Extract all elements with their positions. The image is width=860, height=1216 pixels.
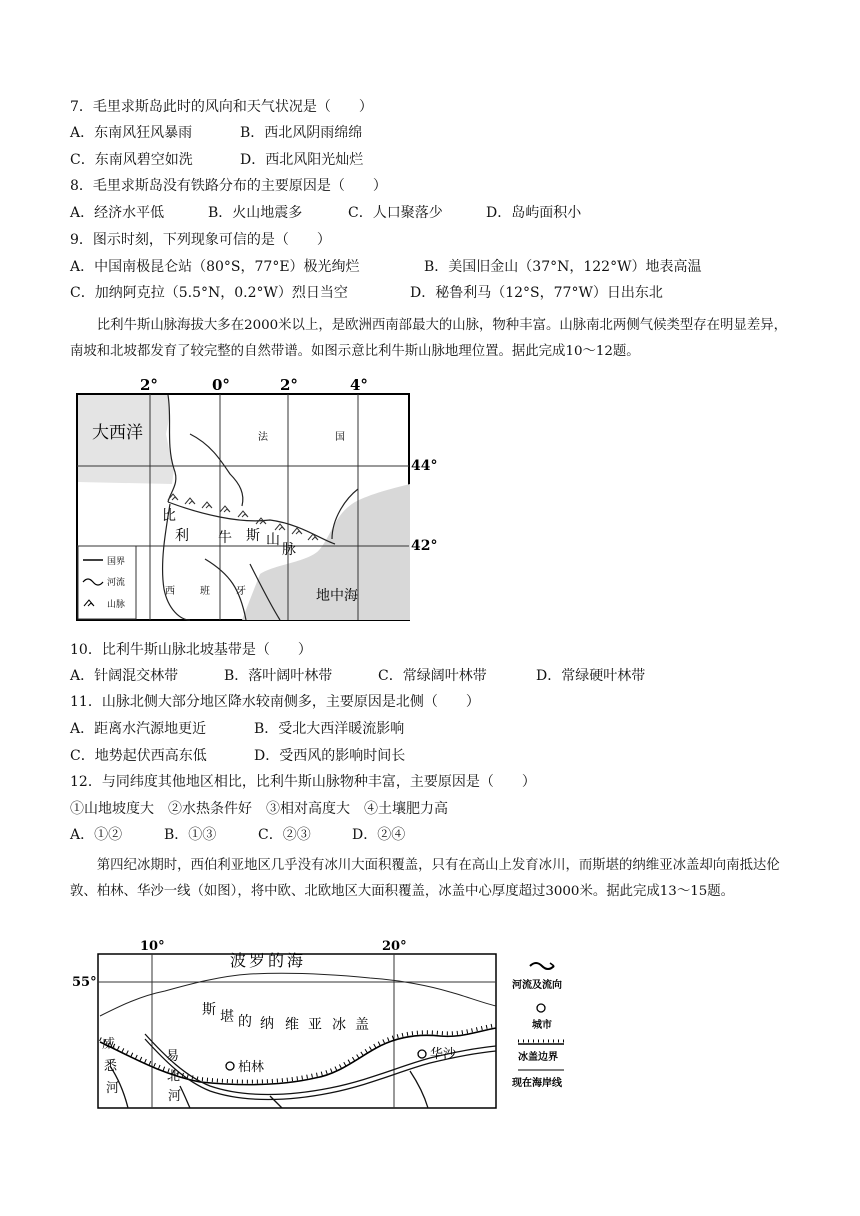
q12-option-d: D．②④ (352, 827, 406, 843)
lon-label-20: 20° (382, 939, 407, 954)
label-weser-3: 河 (106, 1081, 120, 1096)
q12-stem: 12．与同纬度其他地区相比，比利牛斯山脉物种丰富，主要原因是（ ） (70, 774, 536, 790)
passage-pyrenees: 比利牛斯山脉海拔大多在2000米以上，是欧洲西南部最大的山脉，物种丰富。山脉南北两侧气候类型存在明显差异，南坡和北坡都发育了较完整的自然带谱。如图示意比利牛斯山脉地理位置。据此完成10～12题。 (70, 318, 788, 359)
q11-options (70, 719, 404, 739)
label-ice-7: 冰 (332, 1017, 346, 1033)
passage-ice-sheet: 第四纪冰期时，西伯利亚地区几乎没有冰川大面积覆盖，只有在高山上发育冰川，而斯堪的纳维亚冰盖却向南抵达伦敦、柏林、华沙一线（如图），将中欧、北欧地区大面积覆盖，冰盖中心厚度超过3000米。据此完成13～15题。 (70, 858, 780, 899)
q10-option-a: A．针阔混交林带 (70, 668, 179, 684)
q10-stem: 10．比利牛斯山脉北坡基带是（ ） (70, 642, 312, 658)
q12-items: ①山地坡度大 ②水热条件好 ③相对高度大 ④土壤肥力高 (70, 801, 448, 817)
legend-river-flow: 河流及流向 (512, 980, 562, 991)
q7-option-c: C．东南风碧空如洗 (70, 152, 193, 168)
legend-coastline: 现在海岸线 (512, 1078, 562, 1089)
q12-option-a: A．①② (70, 827, 123, 843)
lon-label-2e: 2° (280, 376, 298, 394)
q7-option-a: A．东南风狂风暴雨 (70, 125, 193, 141)
label-mountain-3: 牛 (218, 530, 232, 546)
warsaw-marker (418, 1050, 426, 1058)
q7-options (70, 123, 362, 143)
legend-city: 城市 (532, 1020, 552, 1031)
lon-label-10: 10° (140, 939, 165, 954)
label-mountain-1: 比 (162, 508, 176, 524)
label-ice-1: 斯 (202, 1002, 216, 1018)
label-mountain-4: 斯 (246, 528, 260, 544)
label-elbe-3: 河 (168, 1089, 182, 1104)
q12-option-b: B．①③ (164, 827, 217, 843)
lon-label-0: 0° (212, 376, 230, 394)
q10-option-b: B．落叶阔叶林带 (224, 668, 333, 684)
q9-options (70, 257, 701, 277)
label-atlantic: 大西洋 (92, 423, 143, 443)
q12-options (70, 825, 405, 845)
lat-label-44: 44° (411, 458, 438, 474)
q11-option-a: A．距离水汽源地更近 (70, 721, 207, 737)
label-spain-1: 西 (165, 586, 175, 597)
label-spain-2: 班 (200, 586, 210, 597)
q8-stem: 8．毛里求斯岛没有铁路分布的主要原因是（ ） (70, 178, 387, 194)
q10-option-d: D．常绿硬叶林带 (536, 668, 646, 684)
q11-stem: 11．山脉北侧大部分地区降水较南侧多，主要原因是北侧（ ） (70, 694, 480, 710)
q11-option-b: B．受北大西洋暖流影响 (254, 721, 405, 737)
label-mountain-6: 脉 (282, 542, 296, 558)
q10-option-c: C．常绿阔叶林带 (378, 668, 487, 684)
q11-option-d: D．受西风的影响时间长 (254, 748, 406, 764)
pyrenees-map (70, 374, 438, 626)
q9-options-2 (70, 283, 663, 303)
label-ice-4: 纳 (260, 1016, 274, 1032)
legend-river: 河流 (107, 578, 126, 588)
ice-sheet-map (70, 936, 590, 1111)
label-elbe-1: 易 (166, 1049, 180, 1064)
label-mediterranean: 地中海 (316, 588, 358, 604)
q10-options (70, 666, 645, 686)
legend-ice-edge: 冰盖边界 (518, 1052, 558, 1063)
label-france-1: 法 (258, 432, 268, 443)
label-ice-8: 盖 (355, 1017, 369, 1033)
label-weser-1: 威 (102, 1037, 116, 1052)
label-mountain-2: 利 (175, 528, 189, 544)
legend-border: 国界 (107, 557, 126, 567)
map2-legend (511, 963, 564, 1089)
q11-options-2 (70, 746, 405, 766)
q9-option-d: D．秘鲁利马（12°S，77°W）日出东北 (410, 285, 663, 301)
label-ice-3: 的 (238, 1014, 252, 1030)
q8-option-b: B．火山地震多 (208, 205, 303, 221)
lon-label-4e: 4° (350, 376, 368, 394)
label-mountain-5: 山 (266, 532, 280, 548)
label-france-2: 国 (335, 432, 345, 443)
q9-option-c: C．加纳阿克拉（5.5°N，0.2°W）烈日当空 (70, 285, 348, 301)
label-ice-6: 亚 (308, 1017, 322, 1033)
map1-legend (78, 546, 136, 619)
berlin-marker (226, 1062, 234, 1070)
q8-option-d: D．岛屿面积小 (486, 205, 582, 221)
q8-option-a: A．经济水平低 (70, 205, 165, 221)
q7-option-d: D．西北风阳光灿烂 (240, 152, 364, 168)
label-baltic: 波罗的海 (230, 951, 307, 970)
legend-mountain: 山脉 (107, 600, 126, 610)
q8-options (70, 203, 581, 223)
q7-options-2 (70, 150, 363, 170)
q12-option-c: C．②③ (258, 827, 311, 843)
q7-option-b: B．西北风阴雨绵绵 (240, 125, 363, 141)
label-spain-3: 牙 (236, 586, 246, 597)
q11-option-c: C．地势起伏西高东低 (70, 748, 207, 764)
q7-stem: 7．毛里求斯岛此时的风向和天气状况是（ ） (70, 99, 373, 115)
q9-option-b: B．美国旧金山（37°N，122°W）地表高温 (424, 259, 702, 275)
lat-label-55: 55° (72, 975, 97, 990)
lon-label-2w: 2° (140, 376, 158, 394)
q9-option-a: A．中国南极昆仑站（80°S，77°E）极光绚烂 (70, 259, 360, 275)
label-ice-2: 堪 (220, 1009, 234, 1025)
lat-label-42: 42° (411, 538, 438, 554)
label-berlin: 柏林 (238, 1060, 265, 1075)
label-ice-5: 维 (285, 1017, 299, 1033)
q9-stem: 9．图示时刻，下列现象可信的是（ ） (70, 232, 331, 248)
label-weser-2: 悉 (104, 1059, 118, 1074)
label-warsaw: 华沙 (430, 1047, 457, 1062)
label-elbe-2: 北 (167, 1069, 181, 1084)
q8-option-c: C．人口聚落少 (348, 205, 443, 221)
